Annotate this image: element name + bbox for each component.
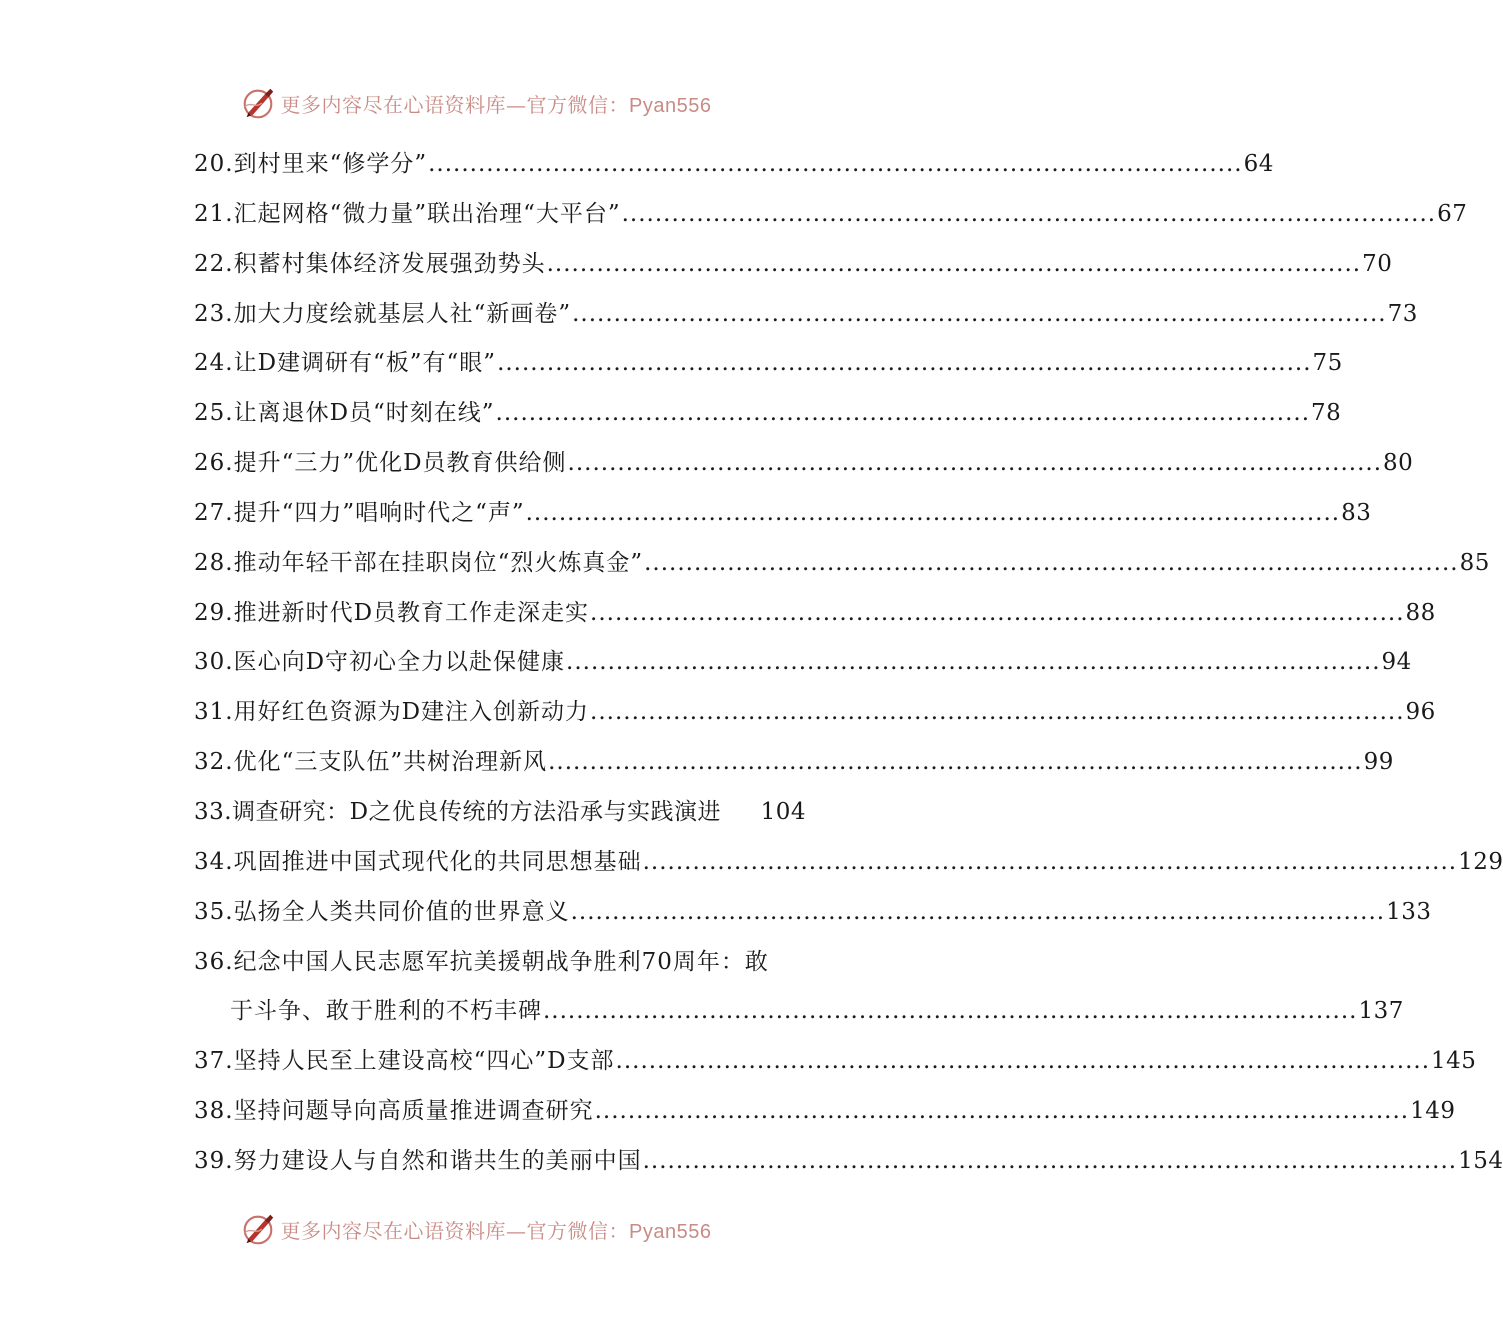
toc-page-number: 99 xyxy=(1363,749,1394,776)
toc-leader-dots: .................................................................................................. xyxy=(497,350,1312,377)
header-banner xyxy=(0,81,950,125)
header-banner-text xyxy=(281,89,712,118)
toc-title: 35.弘扬全人类共同价值的世界意义 xyxy=(194,898,570,925)
toc-entry-36-continuation xyxy=(194,992,1404,1042)
toc-title: 37.坚持人民至上建设高校“四心”D支部 xyxy=(194,1048,615,1075)
toc-page-number: 73 xyxy=(1387,300,1418,327)
pen-logo-icon xyxy=(239,84,277,122)
toc-title-continuation: 于斗争、敢于胜利的不朽丰碑 xyxy=(230,998,542,1025)
toc-title: 39.努力建设人与自然和谐共生的美丽中国 xyxy=(194,1147,642,1174)
toc-leader-dots: .................................................................................................. xyxy=(543,998,1358,1025)
toc-title: 20.到村里来“修学分” xyxy=(194,151,428,177)
toc-leader-dots: .................................................................................................. xyxy=(567,450,1383,477)
toc-page-number: 83 xyxy=(1341,499,1372,526)
pen-logo-icon xyxy=(239,1210,277,1248)
toc-entry-29 xyxy=(194,594,1436,644)
toc-title: 25.让离退休D员“时刻在线” xyxy=(194,400,495,427)
toc-leader-dots: .................................................................................................. xyxy=(572,300,1387,327)
toc-title: 21.汇起网格“微力量”联出治理“大平台” xyxy=(194,200,621,227)
footer-banner-content xyxy=(239,1210,712,1248)
toc-title: 30.医心向D守初心全力以赴保健康 xyxy=(194,649,566,676)
footer-banner xyxy=(0,1207,950,1251)
toc-page-number: 88 xyxy=(1405,599,1436,626)
toc-page-number: 80 xyxy=(1383,450,1414,477)
toc-entry-25 xyxy=(194,394,1342,444)
toc-title: 27.提升“四力”唱响时代之“声” xyxy=(194,499,525,526)
toc-leader-dots: .................................................................................................. xyxy=(590,699,1405,726)
toc-title: 32.优化“三支队伍”共树治理新风 xyxy=(194,749,548,776)
toc-title: 23.加大力度绘就基层人社“新画卷” xyxy=(194,300,572,327)
toc-leader-dots: .................................................................................................. xyxy=(525,499,1341,526)
toc-leader-dots: .................................................................................................. xyxy=(615,1048,1431,1075)
toc-page-number: 137 xyxy=(1358,998,1404,1025)
toc-entry-21 xyxy=(194,195,1468,245)
toc-leader-dots: .................................................................................................. xyxy=(590,599,1405,626)
toc-page-number: 78 xyxy=(1311,400,1342,427)
toc-leader-dots: .................................................................................................. xyxy=(548,749,1363,776)
toc-page-number: 94 xyxy=(1381,649,1412,676)
toc-title: 28.推动年轻干部在挂职岗位“烈火炼真金” xyxy=(194,549,644,576)
toc-page-number: 104 xyxy=(760,798,806,825)
toc-entry-27 xyxy=(194,494,1372,544)
toc-entry-37 xyxy=(194,1042,1477,1092)
header-banner-label: 更多内容尽在心语资料库—官方微信： xyxy=(280,92,630,117)
toc-leader-dots: .................................................................................................. xyxy=(428,151,1243,177)
toc-entry-34 xyxy=(194,843,1503,893)
toc-leader-dots: .................................................................................................. xyxy=(642,848,1458,875)
footer-banner-label: 更多内容尽在心语资料库—官方微信： xyxy=(280,1218,630,1243)
toc-leader-dots: .................................................................................................. xyxy=(642,1147,1458,1174)
toc-entry-22 xyxy=(194,245,1393,295)
toc-entry-38 xyxy=(194,1092,1456,1142)
toc-leader-dots: .................................................................................................. xyxy=(566,649,1381,676)
toc-leader-dots: .................................................................................................. xyxy=(546,250,1362,277)
footer-banner-wechat: Pyan556 xyxy=(629,1220,712,1243)
toc-page-number: 75 xyxy=(1312,350,1343,377)
toc-leader-dots: .................................................................................................. xyxy=(495,400,1311,427)
toc-entry-28 xyxy=(194,544,1490,594)
toc-title: 36.纪念中国人民志愿军抗美援朝战争胜利70周年：敢 xyxy=(194,948,769,975)
header-banner-wechat: Pyan556 xyxy=(629,94,712,117)
toc-leader-dots: .................................................................................................. xyxy=(621,200,1437,227)
toc-leader-dots: .................................................................................................. xyxy=(644,549,1459,576)
toc-entry-32 xyxy=(194,743,1394,793)
toc-entry-36 xyxy=(194,943,806,993)
toc-entry-33 xyxy=(194,793,806,843)
toc-page-number: 145 xyxy=(1431,1048,1477,1075)
toc-leader-dots: .................................................................................................. xyxy=(594,1098,1410,1125)
toc-entry-24 xyxy=(194,344,1343,394)
toc-entry-31 xyxy=(194,693,1436,743)
toc-page-number: 133 xyxy=(1386,898,1432,925)
toc-entry-35 xyxy=(194,893,1432,943)
toc-page-number: 70 xyxy=(1362,250,1393,277)
toc-leader-dots: .................................................................................................. xyxy=(570,898,1386,925)
toc-page-number: 149 xyxy=(1410,1098,1456,1125)
toc-entry-26 xyxy=(194,444,1414,494)
toc-title: 26.提升“三力”优化D员教育供给侧 xyxy=(194,450,567,477)
toc-title: 29.推进新时代D员教育工作走深走实 xyxy=(194,599,590,626)
toc-title: 31.用好红色资源为D建注入创新动力 xyxy=(194,699,590,726)
toc-page-number: 96 xyxy=(1405,699,1436,726)
toc-entry-20 xyxy=(194,145,1274,195)
toc-page-number: 64 xyxy=(1243,151,1274,177)
header-banner-content xyxy=(239,84,712,122)
toc-entry-23 xyxy=(194,295,1418,345)
toc-page-number: 129 xyxy=(1458,848,1503,875)
toc-entry-39 xyxy=(194,1142,1503,1192)
toc-title: 38.坚持问题导向高质量推进调查研究 xyxy=(194,1098,594,1125)
toc-title: 22.积蓄村集体经济发展强劲势头 xyxy=(194,250,546,277)
toc-page-number: 85 xyxy=(1459,549,1490,576)
toc-entry-30 xyxy=(194,643,1412,693)
table-of-contents xyxy=(194,145,1503,1192)
toc-page-number: 154 xyxy=(1458,1147,1503,1174)
footer-banner-text xyxy=(281,1215,712,1244)
toc-title: 33.调查研究：D之优良传统的方法沿承与实践演进 xyxy=(194,798,722,825)
toc-title: 34.巩固推进中国式现代化的共同思想基础 xyxy=(194,848,642,875)
toc-title: 24.让D建调研有“板”有“眼” xyxy=(194,350,497,377)
toc-page-number: 67 xyxy=(1437,200,1468,227)
